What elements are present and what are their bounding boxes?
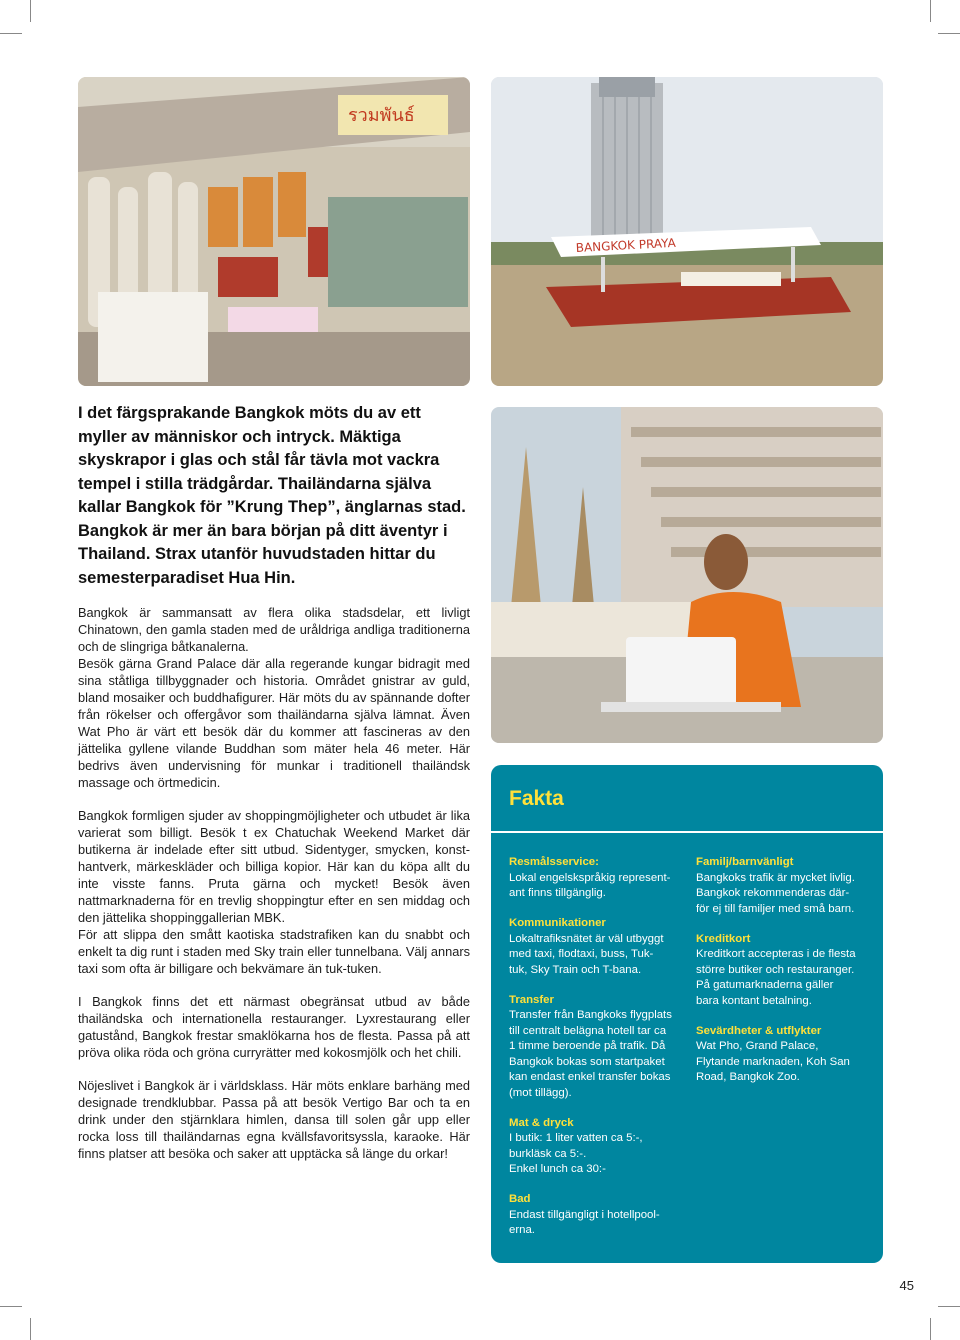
body-paragraph-nightlife: Nöjeslivet i Bangkok är i världsklass. Här möts enklare barhäng med designade trendklubbar. Passa på att besök Vertigo Bar och ta en drink under den stjärnklara himlen, dansa till solen går upp eller rocka loss till thailändarnas egna kvällsfavoritsyssla, karaoke. Här finns platser att besöka och saker att upptäcka så länge du orkar!: [78, 1078, 470, 1161]
crop-mark-top-right: [930, 0, 931, 22]
crop-mark-top-left-h: [0, 33, 22, 34]
fakta-column-right: [696, 855, 868, 1100]
svg-text:BANGKOK PRAYA: BANGKOK PRAYA: [575, 235, 677, 255]
body-paragraph-restaurants: I Bangkok finns det ett närmast obegränsat utbud av både thailändska och internationella restauranger. Lyxrestaurang eller gatustånd, Bangkok frestar smaklökarna hos de flesta. Passa på att pröva olika röda och gröna curryrätter med kokosmjölk och het chili.: [78, 994, 470, 1060]
lead-paragraph: [78, 402, 470, 590]
fakta-divider: [491, 831, 883, 833]
fakta-item-resmalsservice: Resmålsservice: Lokal engelskspråkig represent- ant finns tillgänglig.: [509, 856, 671, 899]
fakta-box: [491, 765, 883, 1263]
fakta-item-mat-dryck: Mat & dryck I butik: 1 liter vatten ca 5:-, burkläsk ca 5:-. Enkel lunch ca 30:-: [509, 1116, 643, 1175]
body-paragraph-transport: För att slippa den smått kaotiska stadstrafiken kan du snabbt och enkelt ta dig runt i staden med Sky train eller tunnelbana. Välj annars taxi som ofta är billigare och bekvämare än tuk-tuken.: [78, 927, 470, 976]
body-paragraph-districts: Bangkok är sammansatt av flera olika stadsdelar, ett livligt Chinatown, den gamla staden med de uråldriga andliga traditionerna och de slingriga båtkanalerna.: [78, 605, 470, 654]
fakta-item-familj: Familj/barnvänligt Bangkoks trafik är mycket livlig. Bangkok rekommenderas där- för ej till familjer med små barn.: [696, 856, 855, 915]
crop-mark-top-left: [30, 0, 31, 22]
page-number: 45: [899, 1278, 914, 1293]
crop-mark-bottom-left: [30, 1318, 31, 1340]
fakta-item-kreditkort: Kreditkort Kreditkort accepteras i de flesta större butiker och restauranger. På gatumarknaderna gäller bara kontant betalning.: [696, 932, 856, 1007]
body-paragraph-shopping: Bangkok formligen sjuder av shoppingmöjligheter och utbudet är lika varierat som billigt. Besök t ex Chatuchak Weekend Market där butikerna är indelade efter sitt utbud. Sidentyger, smycken, konst-hantverk, märkeskläder och billiga kopior. Här kan du köpa allt du inte visste fanns. Pruta gärna och mycket! Besök även nattmarknaderna för en trevlig shoppingtur efter en sen middag och den jättelika shoppinggallerian MBK.: [78, 808, 470, 925]
fakta-item-bad: Bad Endast tillgängligt i hotellpool- erna.: [509, 1193, 660, 1236]
crop-mark-bottom-right: [930, 1318, 931, 1340]
market-stall-photo: [78, 77, 470, 386]
svg-text:รวมพันธ์: รวมพันธ์: [348, 105, 415, 126]
fakta-item-kommunikationer: Kommunikationer Lokaltrafiksnätet är väl utbyggt med taxi, flodtaxi, buss, Tuk- tuk, Sky Train och T-bana.: [509, 917, 664, 976]
fakta-item-sevardheter: Sevärdheter & utflykter Wat Pho, Grand Palace, Flytande marknaden, Koh San Road, Bangkok Zoo.: [696, 1024, 850, 1083]
body-text: [78, 604, 470, 1178]
river-boat-photo: [491, 77, 883, 386]
lead-text: I det färgsprakande Bangkok möts du av ett myller av människor och intryck. Mäktiga skyskrapor i glas och stål får tävla mot vackra tempel i stilla trädgårdar. Thailändarna själva kallar Bangkok för ”Krung Thep”, änglarnas stad. Bangkok är mer än bara början på ditt äventyr i Thailand. Strax utanför huvudstaden hittar du semesterparadiset Hua Hin.: [78, 404, 466, 587]
crop-mark-top-right-h: [938, 33, 960, 34]
crop-mark-bottom-left-h: [0, 1306, 22, 1307]
crop-mark-bottom-right-h: [938, 1306, 960, 1307]
fakta-item-transfer: Transfer Transfer från Bangkoks flygplats till centralt belägna hotell tar ca 1 timme beroende på trafik. Då Bangkok bokas som startpaket kan endast enkel transfer bokas (mot tillägg).: [509, 993, 672, 1099]
fakta-column-left: [509, 855, 681, 1253]
monk-laptop-photo: [491, 407, 883, 743]
body-paragraph-grand-palace: Besök gärna Grand Palace där alla regerande kungar bidragit med sina ståtliga tillbyggnader och historia. Området gnistrar av guld, bland mosaiker och buddhafigurer. Här möts du av spännande dofter från rökelser och offergåvor som thailändarna själva lämnat. Även Wat Pho är värt ett besök där du kommer att fascineras av den jättelika gyllene vilande Buddhan som mäter hela 46 meter. Här bedrivs även undervisning för munkar i traditionell thailändsk massage och örtmedicin.: [78, 656, 470, 790]
fakta-title: Fakta: [509, 787, 564, 810]
